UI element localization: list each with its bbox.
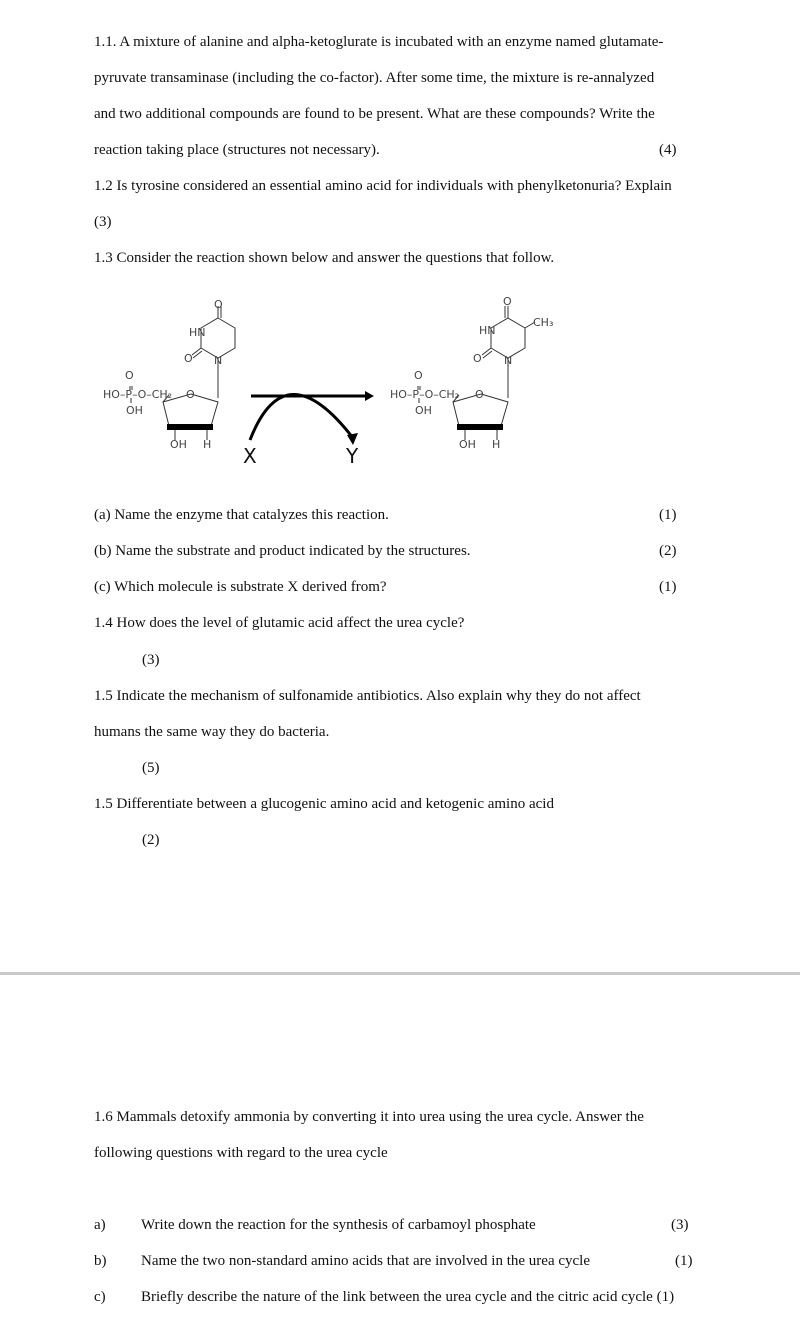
q1-1-marks: (4) — [659, 142, 677, 158]
q1-3b-text: (b) Name the substrate and product indicated by the structures. — [94, 543, 471, 559]
q1-3c-marks: (1) — [659, 579, 677, 595]
right-pyrimidine-ring — [491, 318, 525, 358]
q1-1-line-4: reaction taking place (structures not necessary). — [94, 142, 380, 158]
q1-2-text: 1.2 Is tyrosine considered an essential amino acid for individuals with phenylketonuria? Explain — [94, 178, 672, 194]
q1-6b-label: b) — [94, 1253, 107, 1269]
q1-4-text: 1.4 How does the level of glutamic acid affect the urea cycle? — [94, 615, 465, 631]
right-phosphate-oxo: O — [414, 369, 423, 382]
q1-6b-text: Name the two non-standard amino acids that are involved in the urea cycle — [141, 1253, 591, 1269]
q1-5a-marks: (5) — [142, 760, 160, 776]
right-ring-n: N — [504, 354, 513, 367]
reaction-arrow-head — [365, 391, 374, 401]
q1-3a-marks: (1) — [659, 507, 677, 523]
y-label: Y — [346, 444, 359, 468]
right-sugar-h: H — [492, 438, 501, 451]
q1-6c-text: Briefly describe the nature of the link between the urea cycle and the citric acid cycle (1) — [141, 1289, 675, 1305]
right-hn: HN — [479, 324, 496, 337]
q1-2-marks: (3) — [94, 214, 112, 230]
right-carbonyl-bottom: O — [473, 352, 482, 365]
q1-6c-label: c) — [94, 1289, 106, 1305]
left-ring-oxygen: O — [186, 388, 195, 401]
right-phosphate-group: HO–P–O–CH₂ — [390, 388, 460, 401]
right-methyl: CH₃ — [533, 316, 554, 329]
q1-6b-marks: (1) — [675, 1253, 693, 1269]
q1-6-line-1: 1.6 Mammals detoxify ammonia by converting it into urea using the urea cycle. Answer the — [94, 1109, 644, 1125]
left-sugar-oh: OH — [170, 438, 187, 451]
left-carbonyl-top: O — [214, 298, 223, 311]
q1-6a-text: Write down the reaction for the synthesis of carbamoyl phosphate — [141, 1217, 536, 1233]
q1-3-text: 1.3 Consider the reaction shown below and answer the questions that follow. — [94, 250, 555, 266]
left-hn: HN — [189, 326, 206, 339]
q1-5b-marks: (2) — [142, 832, 160, 848]
q1-6-line-2: following questions with regard to the urea cycle — [94, 1145, 388, 1161]
left-carbonyl-bottom: O — [184, 352, 193, 365]
page-divider — [0, 972, 800, 975]
q1-1-line-2: pyruvate transaminase (including the co-factor). After some time, the mixture is re-annalyzed — [94, 70, 655, 86]
reaction-diagram — [95, 290, 565, 470]
right-phosphate-oh: OH — [415, 404, 432, 417]
q1-4-marks: (3) — [142, 652, 160, 668]
right-sugar-oh: OH — [459, 438, 476, 451]
q1-6a-marks: (3) — [671, 1217, 689, 1233]
q1-3b-marks: (2) — [659, 543, 677, 559]
left-phosphate-oxo: O — [125, 369, 134, 382]
left-phosphate-oh: OH — [126, 404, 143, 417]
q1-3c-text: (c) Which molecule is substrate X derived from? — [94, 579, 387, 595]
x-label: X — [243, 444, 257, 468]
q1-5a-line-2: humans the same way they do bacteria. — [94, 724, 330, 740]
left-pyrimidine-ring — [201, 318, 235, 358]
left-ring-n: N — [214, 354, 223, 367]
q1-5b-text: 1.5 Differentiate between a glucogenic amino acid and ketogenic amino acid — [94, 796, 554, 812]
left-phosphate-group: HO–P–O–CH₂ — [103, 388, 173, 401]
q1-6a-label: a) — [94, 1217, 106, 1233]
right-ring-oxygen: O — [475, 388, 484, 401]
q1-1-line-1: 1.1. A mixture of alanine and alpha-ketoglurate is incubated with an enzyme named glutamate- — [94, 34, 664, 50]
q1-1-line-3: and two additional compounds are found to be present. What are these compounds? Write the — [94, 106, 655, 122]
left-sugar-h: H — [203, 438, 212, 451]
q1-3a-text: (a) Name the enzyme that catalyzes this reaction. — [94, 507, 389, 523]
q1-5a-line-1: 1.5 Indicate the mechanism of sulfonamide antibiotics. Also explain why they do not affect — [94, 688, 641, 704]
curved-arrow — [250, 394, 353, 440]
right-carbonyl-top: O — [503, 295, 512, 308]
